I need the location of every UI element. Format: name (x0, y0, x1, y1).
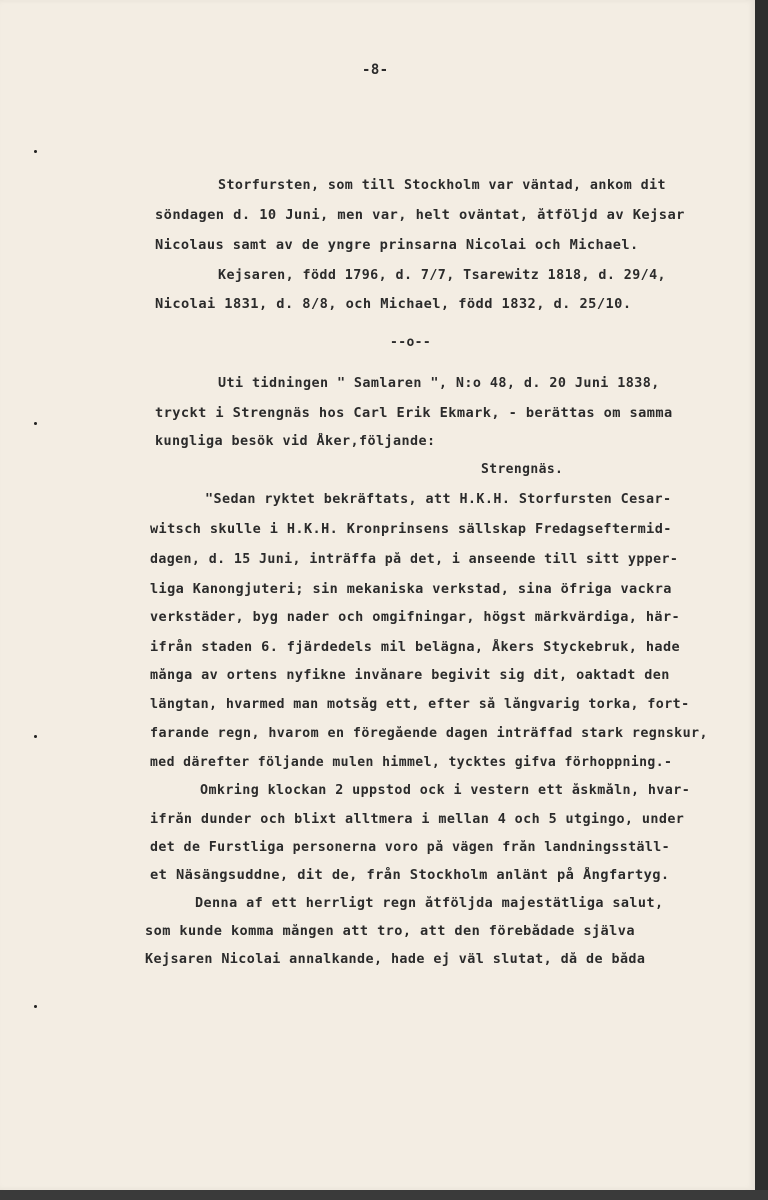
place-heading: Strengnäs. (481, 462, 564, 477)
text-line: Kejsaren, född 1796, d. 7/7, Tsarewitz 1818, d. 29/4, (218, 268, 667, 283)
text-line: Denna af ett herrligt regn åtföljda majestätliga salut, (195, 896, 664, 911)
margin-dot (34, 150, 37, 153)
page-number: -8- (362, 62, 389, 78)
text-line: längtan, hvarmed man motsåg ett, efter så långvarig torka, fort- (150, 697, 690, 712)
text-line: det de Furstliga personerna voro på vägen från landningsställ- (150, 840, 671, 855)
text-line: tryckt i Strengnäs hos Carl Erik Ekmark, - berättas om samma (155, 406, 673, 421)
scan-edge-right (755, 0, 768, 1200)
text-line: Uti tidningen " Samlaren ", N:o 48, d. 20 Juni 1838, (218, 376, 660, 391)
text-line: som kunde komma mången att tro, att den förebådade själva (145, 924, 635, 939)
margin-dot (34, 735, 37, 738)
margin-dot (34, 1005, 37, 1008)
text-line: Storfursten, som till Stockholm var väntad, ankom dit (218, 178, 667, 193)
text-line: "Sedan ryktet bekräftats, att H.K.H. Storfursten Cesar- (205, 492, 672, 507)
section-separator: --o-- (390, 335, 432, 350)
text-line: farande regn, hvarom en föregående dagen inträffad stark regnskur, (150, 726, 708, 741)
text-line: många av ortens nyfikne invånare begivit sig dit, oaktadt den (150, 668, 670, 683)
text-line: witsch skulle i H.K.H. Kronprinsens sällskap Fredagseftermid- (150, 522, 672, 537)
text-line: kungliga besök vid Åker,följande: (155, 434, 436, 449)
margin-dot (34, 422, 37, 425)
text-line: med därefter följande mulen himmel, tycktes gifva förhoppning.- (150, 755, 673, 770)
text-line: Nicolaus samt av de yngre prinsarna Nicolai och Michael. (155, 238, 639, 253)
text-line: dagen, d. 15 Juni, inträffa på det, i anseende till sitt ypper- (150, 552, 679, 567)
text-line: verkstäder, byg nader och omgifningar, högst märkvärdiga, här- (150, 610, 681, 625)
text-line: ifrån dunder och blixt alltmera i mellan 4 och 5 utgingo, under (150, 812, 685, 827)
text-line: liga Kanongjuteri; sin mekaniska verkstad, sina öfriga vackra (150, 582, 672, 597)
scan-edge-bottom (0, 1190, 768, 1200)
text-line: Omkring klockan 2 uppstod ock i vestern ett åskmåln, hvar- (200, 783, 691, 798)
text-line: Kejsaren Nicolai annalkande, hade ej väl slutat, då de båda (145, 952, 646, 967)
text-line: söndagen d. 10 Juni, men var, helt oväntat, åtföljd av Kejsar (155, 208, 685, 223)
text-line: ifrån staden 6. fjärdedels mil belägna, Åkers Styckebruk, hade (150, 640, 681, 655)
text-line: Nicolai 1831, d. 8/8, och Michael, född 1832, d. 25/10. (155, 297, 632, 312)
text-line: et Näsängsuddne, dit de, från Stockholm anlänt på Ångfartyg. (150, 868, 670, 883)
